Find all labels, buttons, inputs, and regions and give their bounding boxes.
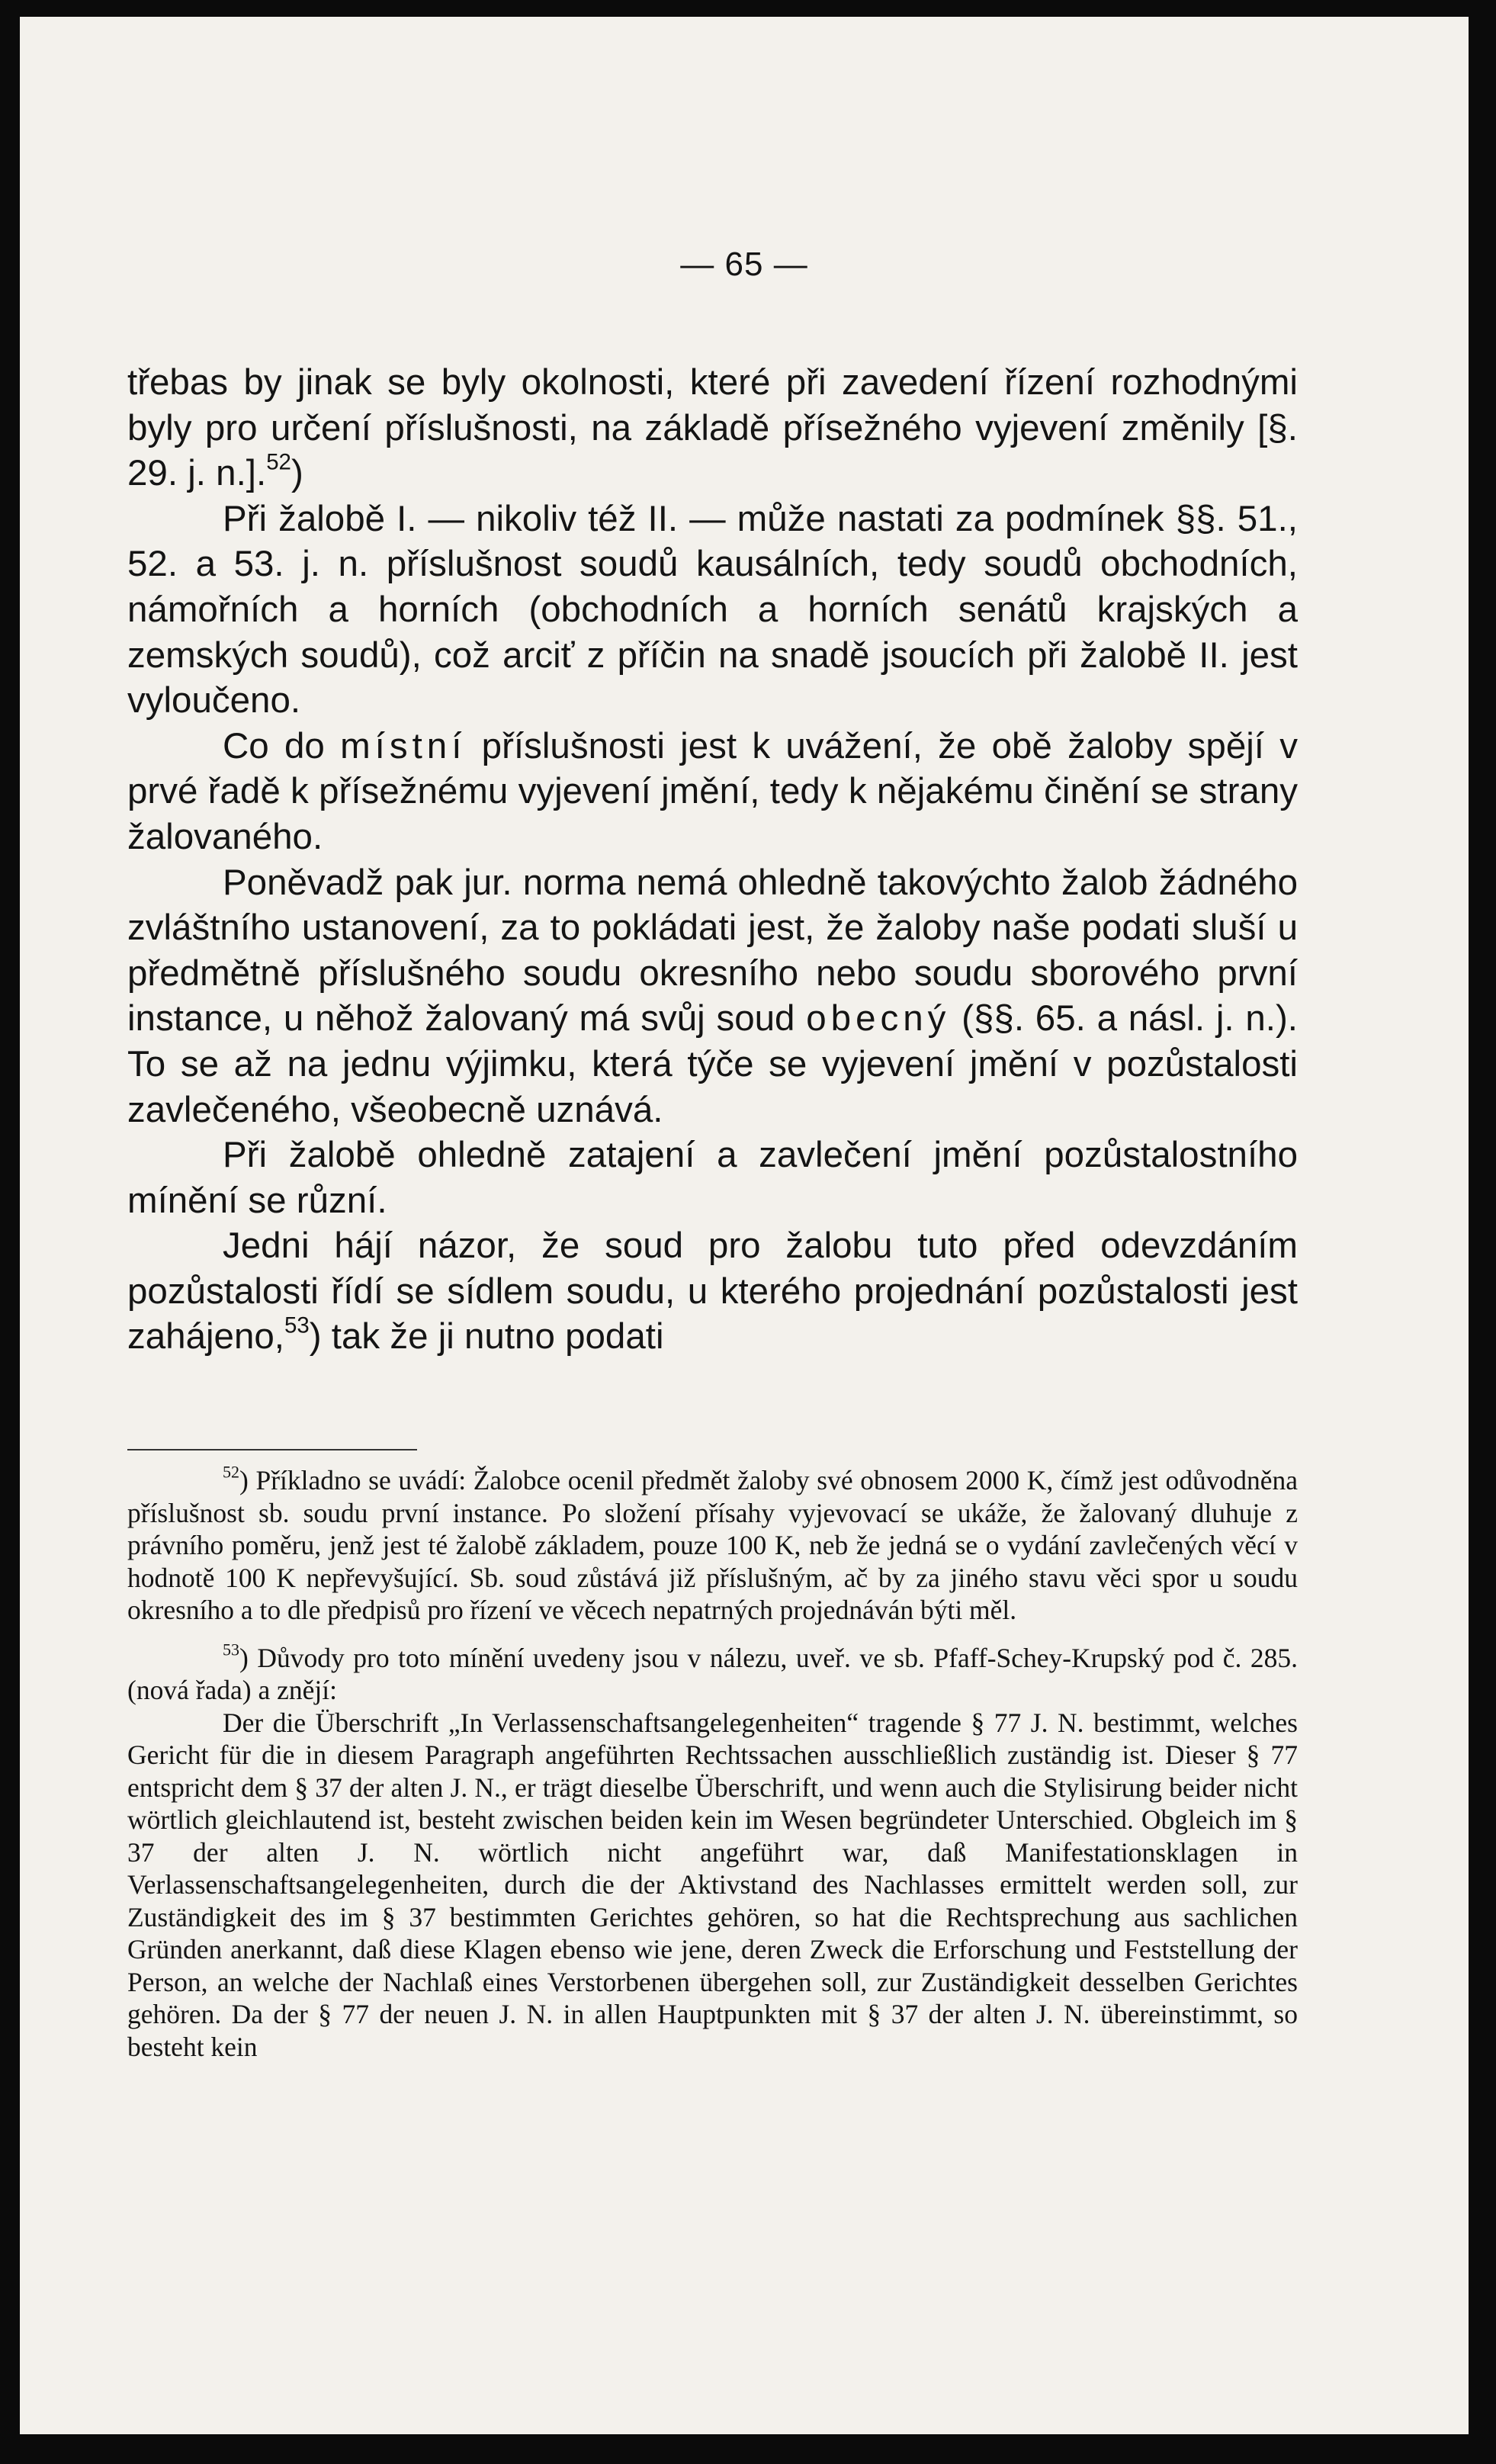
footnote-53-mark: 53 bbox=[223, 1640, 239, 1659]
footnote-53 bbox=[127, 1642, 1298, 1707]
paragraph-5: Při žalobě ohledně zatajení a zavlečení jmění pozůstalostního mínění se různí. bbox=[127, 1135, 1298, 1221]
paragraph-1 bbox=[127, 360, 1298, 496]
emphasis-obecny: obecný bbox=[806, 998, 951, 1039]
paragraph-6-start: Jedni hájí názor, že soud pro žalobu tuto před odevzdáním pozůstalosti řídí se sídlem soudu, u kterého projednání pozůstalosti jest zahájeno, bbox=[127, 1226, 1298, 1357]
paragraph-4 bbox=[127, 860, 1298, 1133]
paragraph-1-text: třebas by jinak se byly okolnosti, které při zavedení řízení rozhodnými byly pro určení příslušnosti, na základě přísežného vyjevení změnily [§. 29. j. n.]. bbox=[127, 362, 1298, 494]
paragraph-4-end: (§§. 65. a násl. j. n.). To se až na jednu výjimku, která týče se vyjevení jmění v pozůstalosti zavlečeného, všeobecně uznává. bbox=[127, 998, 1298, 1130]
paragraph-3-start: Co do bbox=[223, 725, 341, 766]
main-text bbox=[127, 360, 1298, 1360]
footnote-52-mark: 52 bbox=[223, 1462, 239, 1482]
paragraph-3 bbox=[127, 724, 1298, 860]
footnote-divider bbox=[127, 1449, 417, 1450]
paragraph-2: Při žalobě I. — nikoliv též II. — může nastati za podmínek §§. 51., 52. a 53. j. n. příslušnost soudů kausálních, tedy soudů obchodních, námořních a horních (obchodních a horních senátů krajských a zemských soudů), což arciť z příčin na snadě jsoucích při žalobě II. jest vyloučeno. bbox=[127, 498, 1298, 721]
footnotes bbox=[127, 1464, 1298, 2063]
footnote-52 bbox=[127, 1464, 1298, 1627]
page-number: — 65 — bbox=[680, 246, 808, 283]
paragraph-6 bbox=[127, 1223, 1298, 1360]
footnote-52-text: ) Příkladno se uvádí: Žalobce ocenil předmět žaloby své obnosem 2000 K, čímž jest odůvodněna příslušnost sb. soudu první instance. Po složení přísahy vyjevovací se ukáže, že žalovaný dluhuje z právního poměru, jenž jest té žalobě základem, pouze 100 K, neb že jedná se o vydání zavlečených věcí v hodnotě 100 K nepřevyšující. Sb. soud zůstává již příslušným, ač by za jiného stavu věci spor u soudu okresního a to dle předpisů pro řízení ve věcech nepatrných projednáván býti měl. bbox=[127, 1465, 1298, 1625]
emphasis-mistni: místní bbox=[340, 725, 467, 766]
paragraph-3-end: příslušnosti jest k uvážení, že obě žaloby spějí v prvé řadě k přísežnému vyjevení jmění, tedy k nějakému činění se strany žalovaného. bbox=[127, 725, 1298, 857]
footnote-ref-52: 52 bbox=[266, 449, 291, 475]
paragraph-4-start: Poněvadž pak jur. norma nemá ohledně takovýchto žalob žádného zvláštního ustanovení, za to pokládati jest, že žaloby naše podati sluší u předmětně příslušného soudu okresního nebo soudu sborového první instance, u něhož žalovaný má svůj soud bbox=[127, 862, 1298, 1039]
footnote-53-quote: Der die Überschrift „In Verlassenschaftsangelegenheiten“ tragende § 77 J. N. bestimmt, welches Gericht für die in diesem Paragraph angeführten Rechtssachen ausschließlich zuständig ist. Dieser § 77 entspricht dem § 37 der alten J. N., er trägt dieselbe Überschrift, und wenn auch die Stylisirung beider nicht wörtlich gleichlautend ist, besteht zwischen beiden kein im Wesen begründeter Unterschied. Obgleich im § 37 der alten J. N. wörtlich nicht angeführt war, daß Manifestationsklagen in Verlassenschaftsangelegenheiten, durch die der Aktivstand des Nachlasses ermittelt werden soll, zur Zuständigkeit des im § 37 bestimmten Gerichtes gehören, so hat die Rechtsprechung aus sachlichen Gründen anerkannt, daß diese Klagen ebenso wie jene, deren Zweck die Erforschung und Feststellung der Person, an welche der Nachlaß eines Verstorbenen übergehen soll, zur Zuständigkeit desselben Gerichtes gehören. Da der § 77 der neuen J. N. in allen Hauptpunkten mit § 37 der alten J. N. übereinstimmt, so besteht kein bbox=[127, 1707, 1298, 2062]
footnote-ref-53: 53 bbox=[284, 1312, 310, 1338]
paragraph-6-end: ) tak že ji nutno podati bbox=[309, 1316, 664, 1357]
page bbox=[20, 17, 1469, 2434]
footnote-53-text: ) Důvody pro toto mínění uvedeny jsou v nálezu, uveř. ve sb. Pfaff-Schey-Krupský pod č. 285. (nová řada) a znějí: bbox=[127, 1642, 1298, 1705]
paragraph-1-close: ) bbox=[291, 453, 303, 494]
